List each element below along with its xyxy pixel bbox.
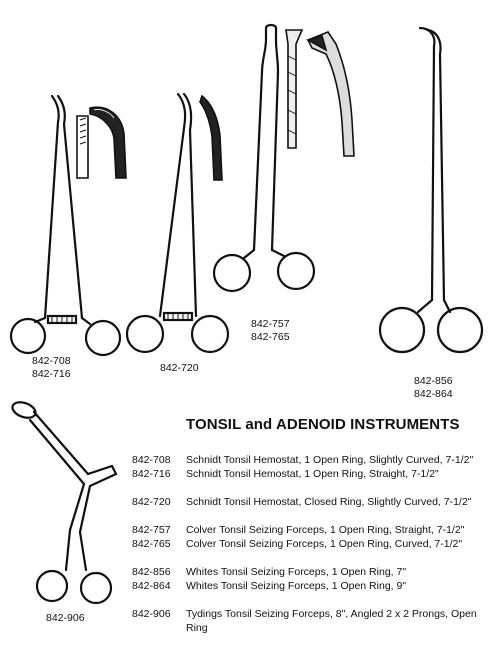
- catalog-entry: [132, 495, 487, 509]
- catalog-number: 842-720: [132, 496, 171, 508]
- catalog-description: Schnidt Tonsil Hemostat, 1 Open Ring, Straight, 7-1/2": [186, 468, 439, 480]
- catalog-entry: [132, 579, 487, 593]
- jaw-detail-illustration: [77, 107, 126, 178]
- catalog-entry: [132, 467, 487, 481]
- figure-1-labels: [32, 355, 71, 381]
- catalog-description: Colver Tonsil Seizing Forceps, 1 Open Ring, Curved, 7-1/2": [186, 538, 463, 550]
- catalog-description: Whites Tonsil Seizing Forceps, 1 Open Ring, 7": [186, 566, 407, 578]
- catalog-number-label: 842-720: [160, 362, 199, 374]
- catalog-description: Whites Tonsil Seizing Forceps, 1 Open Ring, 9": [186, 580, 407, 592]
- catalog-number-label: 842-716: [32, 368, 71, 380]
- catalog-number: 842-708: [132, 454, 171, 466]
- catalog-description: Schnidt Tonsil Hemostat, 1 Open Ring, Slightly Curved, 7-1/2": [186, 454, 474, 466]
- catalog-list: [132, 453, 487, 649]
- catalog-number-label: 842-906: [46, 612, 85, 624]
- catalog-number: 842-716: [132, 468, 171, 480]
- jaw-detail-illustration: [200, 96, 222, 180]
- catalog-group: [132, 495, 487, 509]
- catalog-number-label: 842-757: [251, 318, 290, 330]
- catalog-number-label: 842-708: [32, 355, 71, 367]
- jaw-detail-illustration: [286, 30, 354, 156]
- catalog-description: Tydings Tonsil Seizing Forceps, 8", Angled 2 x 2 Prongs, Open Ring: [186, 608, 477, 634]
- catalog-group: [132, 607, 487, 635]
- catalog-entry: [132, 537, 487, 551]
- catalog-number-label: 842-856: [414, 375, 453, 387]
- section-title: TONSIL and ADENOID INSTRUMENTS: [186, 416, 460, 433]
- catalog-number: 842-856: [132, 566, 171, 578]
- catalog-number: 842-864: [132, 580, 171, 592]
- catalog-entry: [132, 453, 487, 467]
- catalog-description: Colver Tonsil Seizing Forceps, 1 Open Ring, Straight, 7-1/2": [186, 524, 465, 536]
- catalog-number: 842-765: [132, 538, 171, 550]
- colver-seizing-forceps-illustration: [214, 25, 314, 291]
- tydings-seizing-forceps-illustration: [10, 399, 116, 603]
- whites-seizing-forceps-illustration: [380, 28, 482, 352]
- catalog-group: [132, 453, 487, 481]
- catalog-group: [132, 523, 487, 551]
- schnidt-hemostat-open-ring-illustration: [11, 96, 120, 355]
- catalog-entry: [132, 523, 487, 537]
- catalog-number-label: 842-765: [251, 331, 290, 343]
- catalog-number: 842-906: [132, 608, 171, 620]
- catalog-number-label: 842-864: [414, 388, 453, 400]
- catalog-entry: [132, 565, 487, 579]
- catalog-entry: [132, 607, 487, 635]
- figure-3-labels: [251, 318, 290, 344]
- figure-4-labels: [414, 375, 453, 401]
- catalog-number: 842-757: [132, 524, 171, 536]
- figure-2-labels: [160, 362, 199, 375]
- figure-5-labels: [46, 612, 85, 625]
- catalog-description: Schnidt Tonsil Hemostat, Closed Ring, Slightly Curved, 7-1/2": [186, 496, 472, 508]
- catalog-group: [132, 565, 487, 593]
